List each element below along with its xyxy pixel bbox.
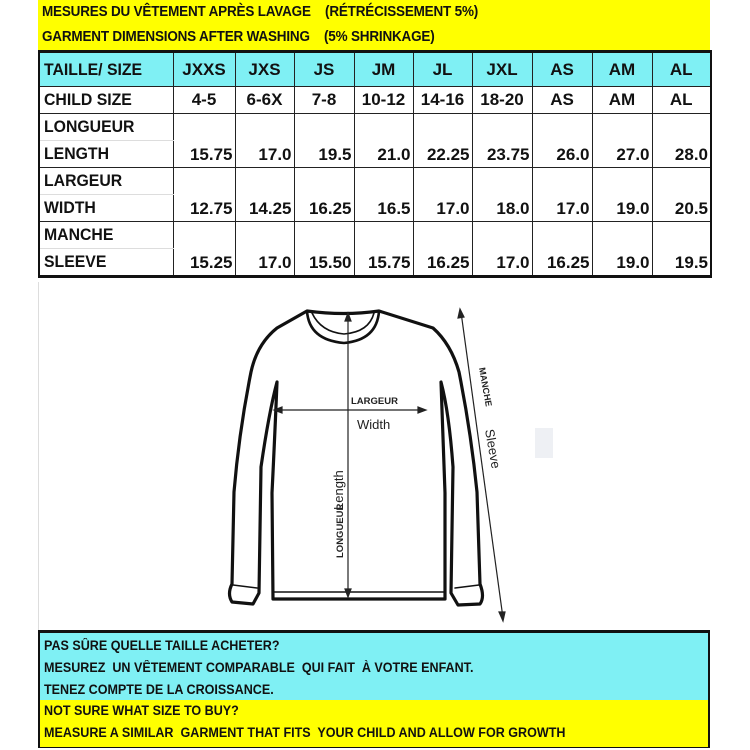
width-row — [39, 168, 711, 195]
length-cell: 21.0 — [354, 114, 413, 168]
child-size-cell: 4-5 — [173, 87, 235, 114]
width-label-en — [39, 195, 173, 222]
width-cell: 18.0 — [472, 168, 532, 222]
size-header-cell: AM — [592, 52, 652, 87]
sleeve-label-fr: MANCHE — [477, 366, 494, 408]
row-label-text: MANCHE — [44, 225, 114, 244]
sleeve-cell: 15.25 — [173, 222, 235, 277]
advice-en-line: NOT SURE WHAT SIZE TO BUY? — [44, 703, 239, 718]
size-table — [38, 50, 712, 278]
length-label-en — [39, 141, 173, 168]
size-header-row — [39, 52, 711, 87]
sleeve-cell: 16.25 — [413, 222, 472, 277]
sleeve-cell: 19.0 — [592, 222, 652, 277]
child-size-cell: 6-6X — [235, 87, 294, 114]
advice-fr-line: PAS SÛRE QUELLE TAILLE ACHETER? — [44, 638, 280, 653]
length-cell: 23.75 — [472, 114, 532, 168]
right-cuff — [455, 585, 479, 588]
length-arrow-head-bottom — [345, 589, 351, 597]
size-header-cell: JS — [294, 52, 354, 87]
length-cell: 17.0 — [235, 114, 294, 168]
width-cell: 19.0 — [592, 168, 652, 222]
size-header-cell: JXS — [235, 52, 294, 87]
sizing-advice-box — [38, 630, 710, 748]
size-header-cell: AL — [652, 52, 711, 87]
length-label-fr — [39, 114, 173, 141]
advice-english — [40, 700, 708, 747]
row-label-text: LONGUEUR — [44, 117, 135, 136]
width-cell: 16.25 — [294, 168, 354, 222]
advice-en-line: MEASURE A SIMILAR GARMENT THAT FITS YOUR CHILD AND ALLOW FOR GROWTH — [44, 725, 566, 740]
garment-diagram — [38, 282, 711, 630]
sleeve-cell: 16.25 — [532, 222, 592, 277]
size-header-label — [39, 52, 173, 87]
length-cell: 15.75 — [173, 114, 235, 168]
row-label-text: WIDTH — [44, 198, 96, 217]
width-label-fr — [39, 168, 173, 195]
row-label-text: TAILLE/ SIZE — [44, 59, 143, 79]
child-size-cell: AL — [652, 87, 711, 114]
length-label-fr: LONGUEUR — [335, 503, 346, 558]
size-header-cell: JXXS — [173, 52, 235, 87]
advice-french — [40, 633, 708, 700]
left-cuff — [233, 585, 257, 588]
collar — [307, 311, 379, 343]
child-size-cell: AM — [592, 87, 652, 114]
advice-fr-line: TENEZ COMPTE DE LA CROISSANCE. — [44, 682, 274, 697]
sleeve-cell: 19.5 — [652, 222, 711, 277]
child-size-cell: AS — [532, 87, 592, 114]
width-cell: 14.25 — [235, 168, 294, 222]
sleeve-cell: 15.50 — [294, 222, 354, 277]
size-header-cell: JL — [413, 52, 472, 87]
size-chart-sheet — [38, 0, 710, 278]
length-row — [39, 114, 711, 141]
title-french: MESURES DU VÊTEMENT APRÈS LAVAGE (RÉTRÉCISSEMENT 5%) — [42, 4, 479, 20]
sleeve-label-fr — [39, 222, 173, 249]
size-header-cell: JXL — [472, 52, 532, 87]
width-label-fr: LARGEUR — [351, 396, 398, 407]
length-cell: 19.5 — [294, 114, 354, 168]
width-label-en: Width — [357, 417, 391, 432]
sleeve-cell: 17.0 — [235, 222, 294, 277]
sleeve-label-en — [39, 249, 173, 277]
title-english: GARMENT DIMENSIONS AFTER WASHING (5% SHRINKAGE) — [42, 29, 435, 45]
sleeve-arrow-head-bottom — [499, 612, 505, 621]
width-cell: 12.75 — [173, 168, 235, 222]
sleeve-cell: 17.0 — [472, 222, 532, 277]
advice-fr-line: MESUREZ UN VÊTEMENT COMPARABLE QUI FAIT À VOTRE ENFANT. — [44, 660, 474, 675]
width-cell: 20.5 — [652, 168, 711, 222]
length-cell: 26.0 — [532, 114, 592, 168]
collar-inner — [312, 313, 374, 334]
width-cell: 16.5 — [354, 168, 413, 222]
child-size-cell: 7-8 — [294, 87, 354, 114]
length-label-en: Length — [331, 470, 346, 510]
left-side-seam — [272, 382, 277, 599]
child-size-row — [39, 87, 711, 114]
sleeve-row — [39, 222, 711, 249]
row-label-text: CHILD SIZE — [44, 90, 132, 109]
size-header-cell: JM — [354, 52, 413, 87]
size-header-cell: AS — [532, 52, 592, 87]
child-size-cell: 14-16 — [413, 87, 472, 114]
sleeve-arrow-head-top — [458, 309, 464, 318]
row-label-text: LENGTH — [44, 144, 109, 163]
child-size-label — [39, 87, 173, 114]
sleeve-cell: 15.75 — [354, 222, 413, 277]
sleeve-label-en: Sleeve — [482, 427, 504, 470]
right-side-seam — [441, 382, 445, 599]
length-cell: 27.0 — [592, 114, 652, 168]
child-size-cell: 10-12 — [354, 87, 413, 114]
width-arrow-head-right — [418, 407, 426, 413]
length-cell: 22.25 — [413, 114, 472, 168]
row-label-text: SLEEVE — [44, 252, 107, 271]
length-cell: 28.0 — [652, 114, 711, 168]
long-sleeve-shirt-icon — [39, 282, 711, 630]
width-cell: 17.0 — [532, 168, 592, 222]
child-size-cell: 18-20 — [472, 87, 532, 114]
row-label-text: LARGEUR — [44, 171, 123, 190]
title-band — [38, 0, 710, 50]
width-cell: 17.0 — [413, 168, 472, 222]
